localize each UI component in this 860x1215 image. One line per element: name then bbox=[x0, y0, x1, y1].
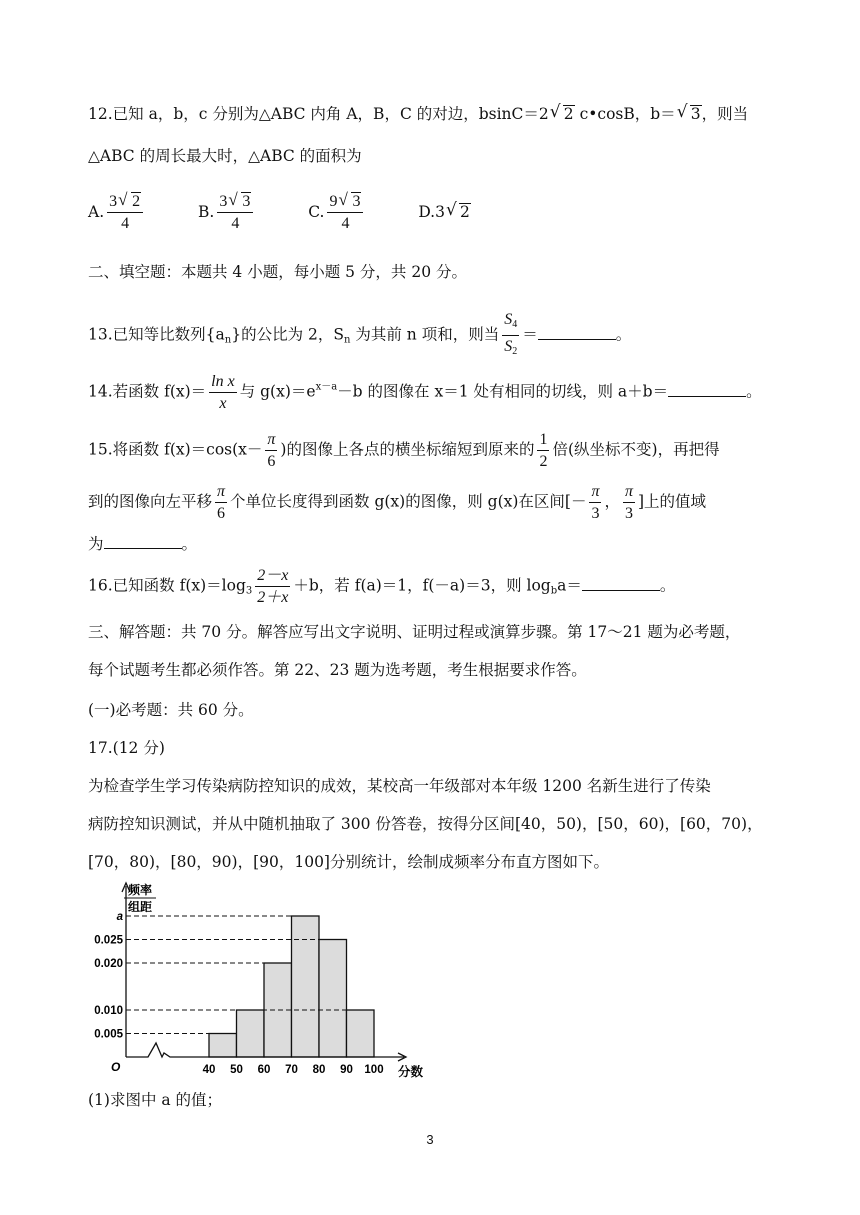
x-tick-label: 90 bbox=[340, 1064, 353, 1076]
y-tick-label: 0.020 bbox=[94, 958, 123, 970]
q15-line1: 15.将函数 f(x)＝cos(x－ $\frac{\pi}{6}$ )的图像上各点的横坐标缩短到原来的 $\frac{1}{2}$ 倍(纵坐标不变)，再把得 bbox=[88, 431, 720, 470]
x-tick-label: 40 bbox=[202, 1064, 216, 1076]
x-tick-label: 100 bbox=[364, 1064, 384, 1076]
section2-heading: 二、填空题：本题共 4 小题，每小题 5 分，共 20 分。 bbox=[88, 263, 468, 281]
q14: 14.若函数 f(x)＝ $\frac{\text{ln x}}{x}$ 与 $g(x)=e^{x-a}-b$ 的图像在 x＝1 处有相同的切线，则 a＋b＝ 。 bbox=[88, 373, 762, 412]
x-tick-label: 70 bbox=[285, 1064, 298, 1076]
y-tick-label: a bbox=[116, 911, 123, 923]
x-tick-label: 50 bbox=[230, 1064, 243, 1076]
x-tick-label: 60 bbox=[257, 1064, 271, 1076]
histogram-bar bbox=[319, 940, 347, 1058]
q12-line1: 12.已知 a，b，c 分别为△ABC 内角 A，B，C 的对边，bsinC＝2√ 2 c•cosB，b＝√ 3，则当 bbox=[88, 104, 748, 124]
y-axis-label-bottom: 组距 bbox=[127, 900, 153, 914]
option-b: B. $\frac{3√ 3}{4}$ bbox=[198, 203, 256, 221]
origin-label: O bbox=[111, 1060, 121, 1074]
y-tick-label: 0.010 bbox=[94, 1005, 123, 1017]
option-c: C. $\frac{9√ 3}{4}$ bbox=[308, 203, 366, 221]
q15-line2: 到的图像向左平移 $\frac{\pi}{6}$ 个单位长度得到函数 g(x)的图像，则 g(x)在区间[－ $\frac{\pi}{3}$ ， $\frac{\pi}{3}$ ]上的值域 bbox=[88, 483, 707, 522]
q15-line3: 为 。 bbox=[88, 535, 198, 553]
histogram-bar bbox=[292, 916, 320, 1057]
q17-heading: 17.(12 分) bbox=[88, 739, 165, 757]
q14-answer-blank[interactable] bbox=[668, 382, 746, 397]
q13: 13.已知等比数列$\{a_n\}$的公比为 2，$S_n$ 为其前 n 项和，则当 $\frac{S_4}{S_2}$ ＝ 。 bbox=[88, 311, 632, 357]
q17-para1: 为检查学生学习传染病防控知识的成效，某校高一年级部对本年级 1200 名新生进行了传染 bbox=[88, 777, 711, 795]
q17-para3: [70，80)，[80，90)，[90，100]分别统计，绘制成频率分布直方图如下。 bbox=[88, 853, 609, 871]
q17-para2: 病防控知识测试，并从中随机抽取了 300 份答卷，按得分区间[40，50)，[50，60)，[60，70)， bbox=[88, 815, 763, 833]
x-tick-label: 80 bbox=[312, 1064, 326, 1076]
section3-line1: 三、解答题：共 70 分。解答应写出文字说明、证明过程或演算步骤。第 17～21 题为必考题， bbox=[88, 623, 741, 641]
required-heading: (一)必考题：共 60 分。 bbox=[88, 701, 254, 719]
section3-line2: 每个试题考生都必须作答。第 22、23 题为选考题，考生根据要求作答。 bbox=[88, 661, 587, 679]
frequency-histogram bbox=[94, 880, 430, 1080]
y-tick-label: 0.005 bbox=[94, 1028, 123, 1041]
histogram-bar bbox=[209, 1034, 237, 1058]
option-d: D.3√ 2 bbox=[418, 203, 471, 221]
q12-line2: △ABC 的周长最大时，△ABC 的面积为 bbox=[88, 147, 362, 165]
x-axis-label: 分数 bbox=[398, 1065, 424, 1079]
page-number: 3 bbox=[426, 1132, 434, 1147]
histogram-bar bbox=[347, 1010, 375, 1057]
histogram-bar bbox=[237, 1010, 265, 1057]
y-tick-label: 0.025 bbox=[94, 934, 123, 947]
q15-answer-blank[interactable] bbox=[104, 534, 182, 549]
q17-subquestion-1: (1)求图中 a 的值； bbox=[88, 1091, 223, 1109]
q12-options bbox=[88, 192, 471, 233]
q13-answer-blank[interactable] bbox=[538, 325, 616, 340]
y-axis-label-top: 频率 bbox=[127, 883, 153, 897]
option-a: A. $\frac{3√ 2}{4}$ bbox=[88, 203, 146, 221]
q16-answer-blank[interactable] bbox=[582, 576, 660, 591]
q16: 16.已知函数 $f(x)=\log_3$ $\frac{2-x}{2+x}$ ＋b，若 f(a)＝1，f(－a)＝3，则 $\log_ba=$ 。 bbox=[88, 567, 676, 606]
